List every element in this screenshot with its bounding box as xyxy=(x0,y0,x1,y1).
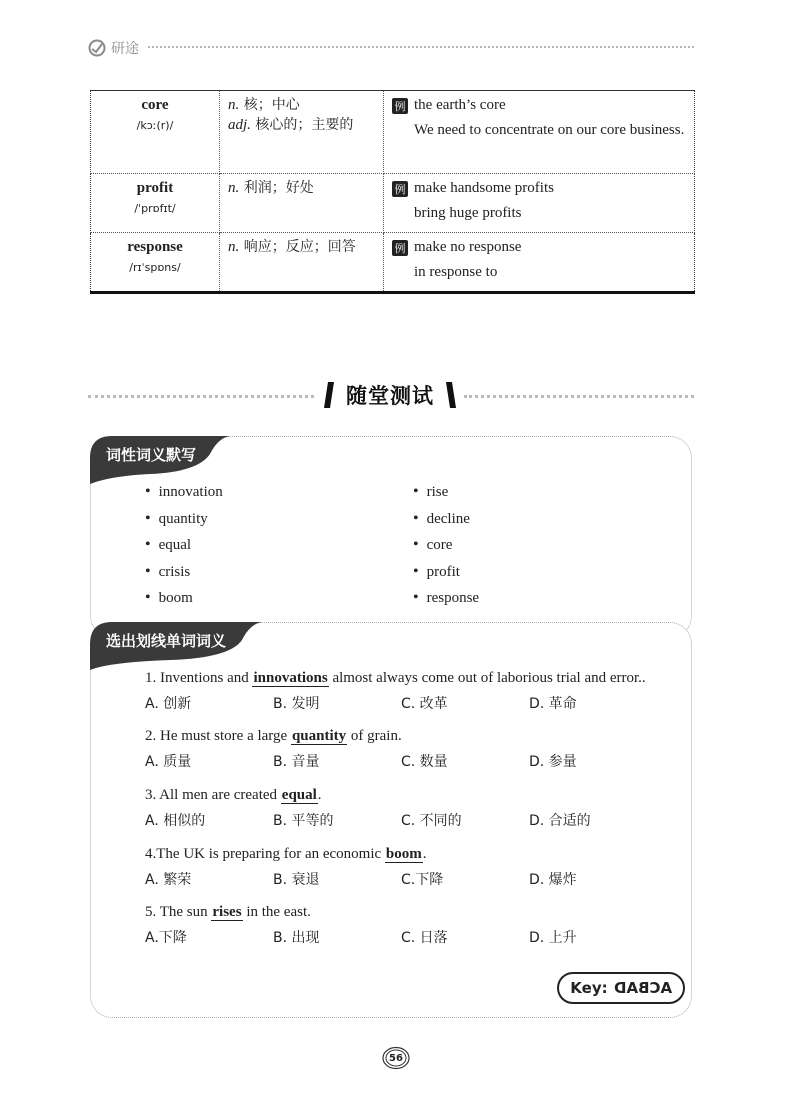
option: A. 创新 xyxy=(145,696,192,712)
underlined-word: equal xyxy=(281,787,317,803)
option: D. 上升 xyxy=(529,930,577,946)
pos: n. xyxy=(228,97,240,113)
underlined-word: boom xyxy=(385,846,422,862)
example: make handsome profits xyxy=(414,180,554,196)
question-text xyxy=(145,787,700,804)
options xyxy=(145,810,700,830)
question-post: . xyxy=(317,787,322,803)
example: bring huge profits xyxy=(414,205,522,221)
table-row xyxy=(91,174,695,233)
list-item: • equal xyxy=(145,532,223,559)
example: in response to xyxy=(414,264,498,280)
underlined-word: quantity xyxy=(291,728,347,744)
header-divider xyxy=(148,46,694,48)
question xyxy=(145,728,700,787)
meaning: 利润；好处 xyxy=(243,180,314,196)
list-item: • quantity xyxy=(145,506,223,533)
option: D. 革命 xyxy=(529,696,577,712)
question-post: of grain. xyxy=(347,728,402,744)
part1-list-right xyxy=(413,479,479,612)
phonetic: /ˈprɒfɪt/ xyxy=(134,202,176,215)
question-post: in the east. xyxy=(242,904,311,920)
phonetic: /rɪˈspɒns/ xyxy=(129,261,181,274)
example: We need to concentrate on our core business. xyxy=(414,122,685,138)
question-text xyxy=(145,728,700,745)
pos: adj. xyxy=(228,117,251,133)
word: core xyxy=(141,97,169,113)
option: C.下降 xyxy=(401,872,444,888)
list-item: • core xyxy=(413,532,479,559)
section-divider-right xyxy=(464,395,694,398)
options xyxy=(145,869,700,889)
options xyxy=(145,693,700,713)
option: B. 出现 xyxy=(273,930,320,946)
word: response xyxy=(127,239,183,255)
example: make no response xyxy=(414,239,522,255)
question-text xyxy=(145,904,700,921)
example-icon: 例 xyxy=(392,98,408,114)
title-bracket-icon xyxy=(320,378,460,412)
definition-cell xyxy=(220,91,384,174)
question xyxy=(145,670,700,728)
question-pre: 4.The UK is preparing for an economic xyxy=(145,846,385,862)
option: B. 衰退 xyxy=(273,872,320,888)
pos: n. xyxy=(228,180,240,196)
question-text xyxy=(145,670,700,687)
options xyxy=(145,751,700,771)
option: C. 改革 xyxy=(401,696,448,712)
question-post: . xyxy=(422,846,427,862)
example-cell xyxy=(384,174,695,233)
example-cell xyxy=(384,233,695,293)
phonetic: /kɔː(r)/ xyxy=(136,119,174,132)
option: A. 质量 xyxy=(145,754,192,770)
list-item: • decline xyxy=(413,506,479,533)
option: C. 不同的 xyxy=(401,813,462,829)
list-item: • rise xyxy=(413,479,479,506)
pos: n. xyxy=(228,239,240,255)
underlined-word: rises xyxy=(212,904,242,920)
example-cell xyxy=(384,91,695,174)
vocab-table xyxy=(90,90,695,294)
list-item: • innovation xyxy=(145,479,223,506)
part2-title: 选出划线单词词义 xyxy=(106,632,227,650)
option: C. 数量 xyxy=(401,754,448,770)
page-number-text: 56 xyxy=(389,1052,403,1064)
section-divider-left xyxy=(88,395,314,398)
option: D. 参量 xyxy=(529,754,577,770)
list-item: • profit xyxy=(413,559,479,586)
options xyxy=(145,927,700,947)
section-title-text: 随堂测试 xyxy=(346,384,434,408)
meaning: 核心的；主要的 xyxy=(255,117,354,133)
question xyxy=(145,904,700,962)
key-answer: ACBAD xyxy=(613,979,672,997)
part1-title: 词性词义默写 xyxy=(106,446,197,464)
option: B. 平等的 xyxy=(273,813,334,829)
definition-line xyxy=(228,176,375,200)
option: A. 相似的 xyxy=(145,813,206,829)
list-item: • boom xyxy=(145,585,223,612)
definition-line xyxy=(228,113,375,137)
table-row xyxy=(91,233,695,293)
part1-list-left xyxy=(145,479,223,612)
example-icon: 例 xyxy=(392,181,408,197)
list-item: • crisis xyxy=(145,559,223,586)
word-cell xyxy=(91,233,220,293)
question-pre: 1. Inventions and xyxy=(145,670,253,686)
brand-logo-icon xyxy=(88,39,106,57)
option: C. 日落 xyxy=(401,930,448,946)
page-number xyxy=(381,1046,411,1070)
option: A. 繁荣 xyxy=(145,872,192,888)
question-pre: 3. All men are created xyxy=(145,787,281,803)
word: profit xyxy=(136,180,174,196)
question xyxy=(145,787,700,846)
word-cell xyxy=(91,174,220,233)
question-list xyxy=(145,670,700,962)
option: B. 发明 xyxy=(273,696,320,712)
definition-line xyxy=(228,235,375,259)
option: A.下降 xyxy=(145,930,187,946)
question-pre: 5. The sun xyxy=(145,904,212,920)
option: D. 爆炸 xyxy=(529,872,577,888)
question-post: almost always come out of laborious trial and error.. xyxy=(328,670,646,686)
option: D. 合适的 xyxy=(529,813,591,829)
example-icon: 例 xyxy=(392,240,408,256)
underlined-word: innovations xyxy=(253,670,328,686)
answer-key xyxy=(557,972,685,1004)
section-title xyxy=(320,378,460,412)
list-item: • response xyxy=(413,585,479,612)
question xyxy=(145,846,700,904)
meaning: 核；中心 xyxy=(243,97,300,113)
definition-cell xyxy=(220,174,384,233)
question-pre: 2. He must store a large xyxy=(145,728,291,744)
table-row xyxy=(91,91,695,174)
option: B. 音量 xyxy=(273,754,320,770)
example: the earth’s core xyxy=(414,97,506,113)
key-label: Key: xyxy=(570,979,608,997)
definition-cell xyxy=(220,233,384,293)
brand-name: 研途 xyxy=(111,41,139,57)
question-text xyxy=(145,846,700,863)
brand-logo xyxy=(88,38,139,58)
meaning: 响应；反应；回答 xyxy=(243,239,356,255)
word-cell xyxy=(91,91,220,174)
